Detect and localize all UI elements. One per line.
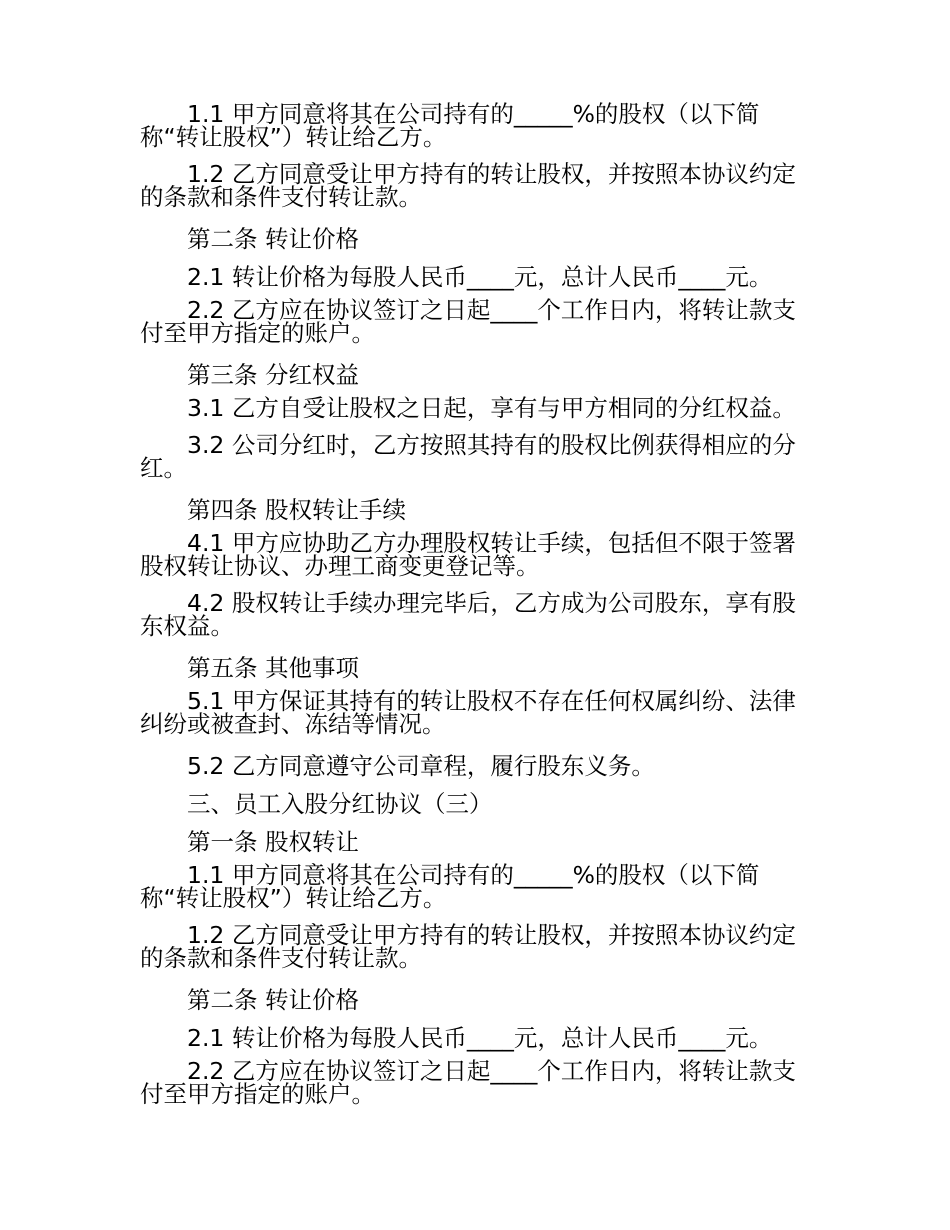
clause-2-1-repeat: 2.1 转让价格为每股人民币____元，总计人民币____元。 xyxy=(187,1024,773,1052)
clause-3-2: 3.2 公司分红时，乙方按照其持有的股权比例获得相应的分红。 xyxy=(140,431,796,482)
clause-1-2: 1.2 乙方同意受让甲方持有的转让股权，并按照本协议约定的条款和条件支付转让款。 xyxy=(140,160,796,211)
clause-4-2: 4.2 股权转让手续办理完毕后，乙方成为公司股东，享有股东权益。 xyxy=(140,589,796,640)
document-body xyxy=(140,100,802,1120)
article-heading-4: 第四条 股权转让手续 xyxy=(187,496,406,524)
article-heading-1: 第一条 股权转让 xyxy=(187,828,359,856)
article-heading-2-repeat: 第二条 转让价格 xyxy=(187,986,359,1014)
article-heading-2: 第二条 转让价格 xyxy=(187,225,359,253)
clause-5-1: 5.1 甲方保证其持有的转让股权不存在任何权属纠纷、法律纠纷或被查封、冻结等情况。 xyxy=(140,687,796,738)
article-heading-3: 第三条 分红权益 xyxy=(187,361,359,389)
clause-2-1: 2.1 转让价格为每股人民币____元，总计人民币____元。 xyxy=(187,263,773,291)
section-heading: 三、员工入股分红协议（三） xyxy=(187,790,493,818)
clause-5-2: 5.2 乙方同意遵守公司章程，履行股东义务。 xyxy=(187,752,655,780)
clause-1-1-repeat: 1.1 甲方同意将其在公司持有的_____%的股权（以下简称“转让股权”）转让给乙方。 xyxy=(140,861,760,912)
article-heading-5: 第五条 其他事项 xyxy=(187,654,359,682)
clause-3-1: 3.1 乙方自受让股权之日起，享有与甲方相同的分红权益。 xyxy=(187,394,796,422)
clause-2-2-repeat: 2.2 乙方应在协议签订之日起____个工作日内，将转让款支付至甲方指定的账户。 xyxy=(140,1057,796,1108)
clause-1-1: 1.1 甲方同意将其在公司持有的_____%的股权（以下简称“转让股权”）转让给乙方。 xyxy=(140,100,760,151)
clause-2-2: 2.2 乙方应在协议签订之日起____个工作日内，将转让款支付至甲方指定的账户。 xyxy=(140,296,796,347)
clause-1-2-repeat: 1.2 乙方同意受让甲方持有的转让股权，并按照本协议约定的条款和条件支付转让款。 xyxy=(140,921,796,972)
clause-4-1: 4.1 甲方应协助乙方办理股权转让手续，包括但不限于签署股权转让协议、办理工商变更登记等。 xyxy=(140,529,796,580)
